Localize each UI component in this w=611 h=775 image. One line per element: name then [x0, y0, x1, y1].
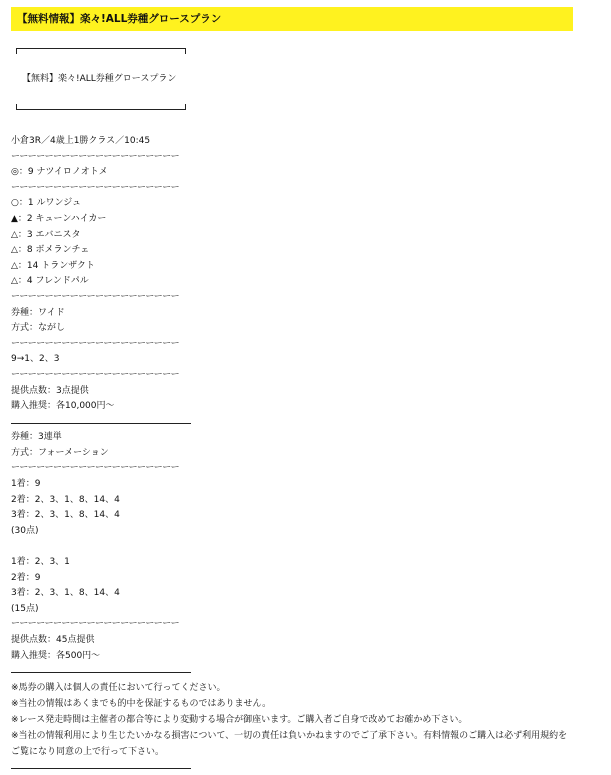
bet-amount: 購入推奨：各10,000円〜	[11, 401, 115, 412]
frame-bottom-bracket	[16, 104, 186, 110]
bet-points: 提供点数：45点提供	[11, 635, 95, 645]
bet-points: 提供点数：3点提供	[11, 385, 89, 396]
bet-method: 方式：フォーメーション	[11, 447, 109, 458]
pick-tanana: ▲：2 キューンハイカー	[11, 213, 107, 224]
frame-plan-label: 【無料】楽々!ALL券種グロースプラン	[22, 74, 177, 84]
frame-top-bracket	[16, 48, 186, 54]
pick-renka: △：14 トランザクト	[11, 260, 95, 271]
section-divider	[11, 415, 591, 431]
dashed-separator: ーーーーーーーーーーーーーーーーーーーー	[11, 182, 180, 193]
formation-first: 1着：2、3、1	[11, 557, 70, 568]
pick-renka: △：8 ボメランチェ	[11, 245, 90, 256]
bet-type: 券種：3連単	[11, 432, 62, 443]
disclaimer-note: ※レース発走時間は主催者の都合等により変動する場合が御座います。ご購入者ご自身で改めてお確かめ下さい。	[11, 714, 468, 725]
formation-third: 3着：2、3、1、8、14、4	[11, 588, 120, 599]
formation-first: 1着：9	[11, 479, 41, 490]
section-divider	[11, 664, 591, 680]
disclaimer-note: ※馬券の購入は個人の責任において行ってください。	[11, 682, 226, 693]
bet-type: 券種：ワイド	[11, 307, 65, 318]
dashed-separator: ーーーーーーーーーーーーーーーーーーーー	[11, 619, 180, 630]
pick-renka: △：3 エバニスタ	[11, 229, 81, 240]
disclaimer-note: ※当社の情報はあくまでも的中を保証するものではありません。	[11, 698, 272, 709]
pick-renka: △：4 フレンドパル	[11, 276, 89, 287]
formation-count: (15点)	[11, 603, 39, 614]
bet-method: 方式：ながし	[11, 323, 66, 334]
pick-taikou: ○：1 ルワンジュ	[11, 198, 82, 209]
dashed-separator: ーーーーーーーーーーーーーーーーーーーー	[11, 338, 180, 349]
formation-third: 3着：2、3、1、8、14、4	[11, 510, 120, 521]
dashed-separator: ーーーーーーーーーーーーーーーーーーーー	[11, 291, 180, 302]
section-divider	[11, 760, 591, 775]
formation-second: 2着：9	[11, 572, 41, 583]
dashed-separator: ーーーーーーーーーーーーーーーーーーーー	[11, 369, 180, 380]
dashed-separator: ーーーーーーーーーーーーーーーーーーーー	[11, 463, 180, 474]
prediction-content	[11, 134, 591, 775]
formation-count: (30点)	[11, 525, 39, 536]
bet-combination: 9→1、2、3	[11, 354, 60, 365]
race-header: 小倉3R／4歳上1勝クラス／10:45	[11, 136, 151, 146]
disclaimer-note: ※当社の情報利用により生じたいかなる損害について、一切の責任は負いかねますのでご了承下さい。有料情報のご購入は必ず利用規約をご覧になり同意の上で行って下さい。	[11, 730, 568, 757]
spacer	[11, 539, 591, 555]
pick-honmei: ◎：9 ナツイロノオトメ	[11, 167, 108, 178]
plan-title-banner: 【無料情報】楽々!ALL券種グロースプラン	[11, 7, 573, 31]
formation-second: 2着：2、3、1、8、14、4	[11, 494, 120, 505]
bet-amount: 購入推奨：各500円〜	[11, 650, 101, 661]
dashed-separator: ーーーーーーーーーーーーーーーーーーーー	[11, 151, 180, 162]
